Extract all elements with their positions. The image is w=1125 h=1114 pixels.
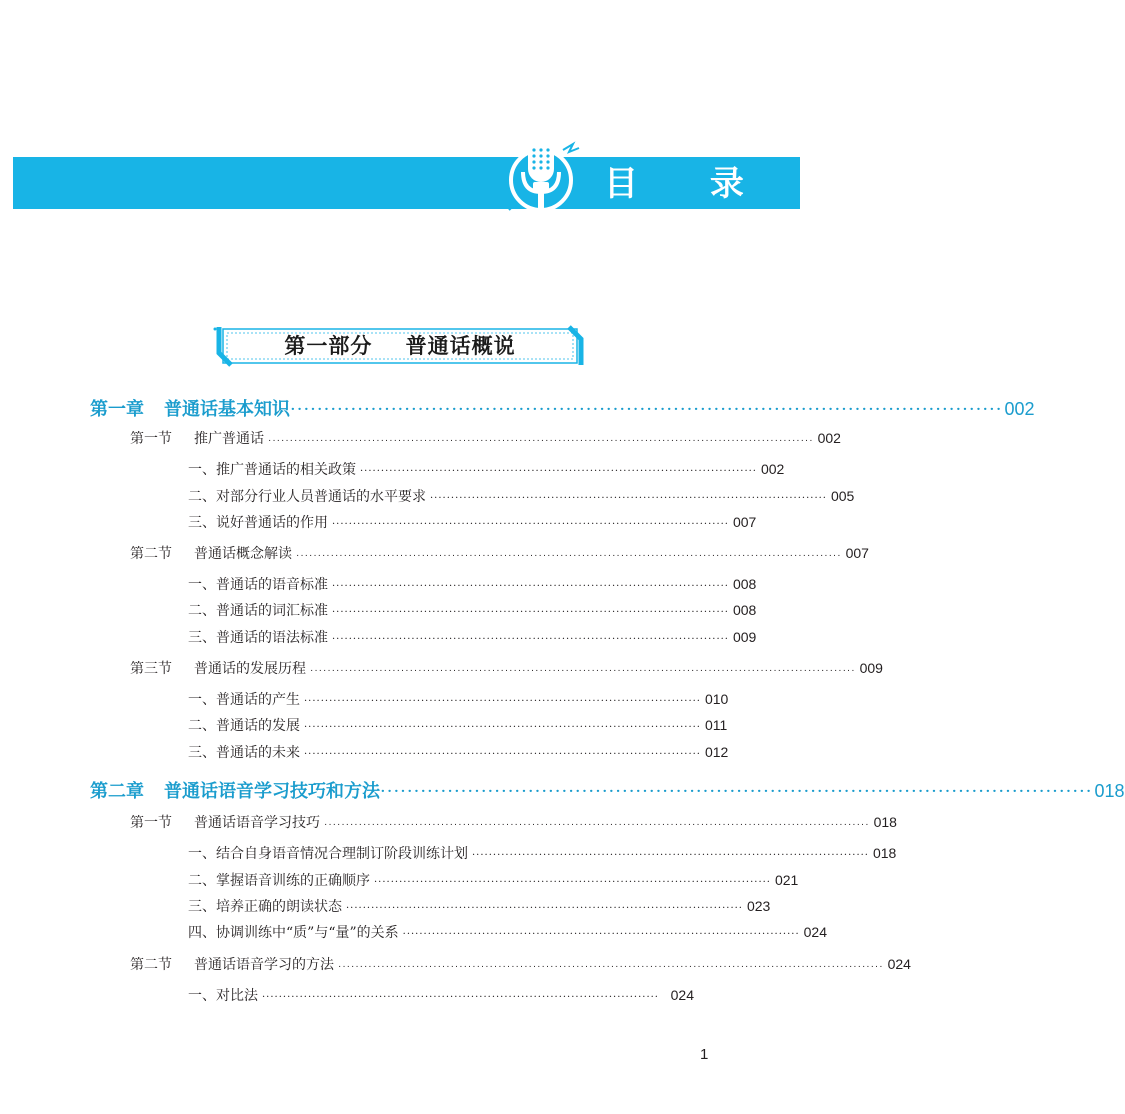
- toc-item[interactable]: [188, 896, 771, 916]
- chapter-number: 第一章: [90, 399, 144, 420]
- page-ref: 002: [760, 461, 785, 477]
- dot-leader: ······························································································································: [296, 550, 842, 561]
- item-title: 二、普通话的发展: [188, 718, 300, 734]
- toc-chapter-2[interactable]: [90, 777, 1125, 803]
- item-title: 二、普通话的词汇标准: [188, 603, 328, 619]
- toc-item[interactable]: [188, 922, 827, 942]
- toc-item[interactable]: [188, 459, 785, 479]
- toc-item[interactable]: [188, 870, 799, 890]
- page-ref: 008: [732, 602, 757, 618]
- toc-item[interactable]: [188, 689, 729, 709]
- section-title: 普通话语音学习的方法: [194, 956, 334, 972]
- page-ref: 018: [1094, 781, 1125, 801]
- page-ref: 010: [704, 691, 729, 707]
- item-title: 三、普通话的未来: [188, 745, 300, 761]
- dot-leader: ·······························································································: [332, 634, 729, 645]
- section-number: 第二节: [130, 545, 172, 561]
- dot-leader: ·······························································································: [374, 877, 771, 888]
- item-title: 一、对比法: [188, 988, 258, 1004]
- toc-item[interactable]: [188, 843, 897, 863]
- toc-item[interactable]: [188, 512, 757, 532]
- part-title: 第一部分 普通话概说: [284, 333, 516, 358]
- item-title: 一、推广普通话的相关政策: [188, 462, 356, 478]
- toc-chapter-1[interactable]: [90, 395, 1035, 421]
- page-ref: 007: [845, 545, 869, 561]
- dot-leader: ·······························································································: [262, 992, 659, 1003]
- dot-leader: ·······························································································: [304, 722, 701, 733]
- dot-leader: ·······························································································: [430, 493, 827, 504]
- toc-item[interactable]: [188, 627, 757, 647]
- toc-section[interactable]: [130, 428, 841, 448]
- section-number: 第一节: [130, 430, 172, 446]
- toc-section[interactable]: [130, 812, 897, 832]
- dot-leader: ·······························································································: [472, 850, 869, 861]
- dot-leader: ··········································································································: [380, 781, 1093, 802]
- page-ref: 005: [830, 488, 855, 504]
- dot-leader: ·······························································································: [402, 929, 800, 940]
- dot-leader: ·······························································································: [332, 607, 729, 618]
- dot-leader: ·······························································································: [332, 581, 729, 592]
- dot-leader: ······························································································································: [310, 665, 856, 676]
- chapter-number: 第二章: [90, 781, 144, 802]
- section-number: 第一节: [130, 814, 172, 830]
- page-ref: 002: [817, 430, 841, 446]
- page-ref: 024: [803, 924, 827, 940]
- page-ref: 002: [1004, 399, 1035, 419]
- chapter-title: 普通话基本知识: [164, 399, 290, 420]
- item-title: 二、对部分行业人员普通话的水平要求: [188, 489, 426, 505]
- page-ref: 024: [887, 956, 911, 972]
- section-title: 推广普通话: [194, 430, 264, 446]
- page-ref: 012: [704, 744, 729, 760]
- part-heading: [209, 323, 591, 369]
- page-title: 目 录: [604, 164, 774, 204]
- section-title: 普通话语音学习技巧: [194, 814, 320, 830]
- page-ref: 021: [774, 872, 799, 888]
- page-ref: 011: [704, 717, 728, 733]
- toc-item[interactable]: [188, 985, 694, 1005]
- toc-item[interactable]: [188, 742, 729, 762]
- page-ref: 024: [670, 987, 694, 1003]
- toc-item[interactable]: [188, 486, 855, 506]
- section-title: 普通话的发展历程: [194, 660, 306, 676]
- page-ref: 018: [873, 814, 897, 830]
- microphone-icon: [503, 132, 587, 226]
- dot-leader: ·······························································································: [360, 466, 757, 477]
- page-ref: 018: [872, 845, 897, 861]
- page-number: 1: [700, 1046, 709, 1063]
- page-ref: 007: [732, 514, 757, 530]
- item-title: 一、普通话的语音标准: [188, 577, 328, 593]
- section-number: 第三节: [130, 660, 172, 676]
- page-ref: 009: [859, 660, 883, 676]
- item-title: 一、结合自身语音情况合理制订阶段训练计划: [188, 846, 468, 862]
- toc-section[interactable]: [130, 658, 883, 678]
- item-title: 三、普通话的语法标准: [188, 630, 328, 646]
- page-ref: 023: [746, 898, 771, 914]
- item-title: 三、培养正确的朗读状态: [188, 899, 342, 915]
- dot-leader: ·······························································································: [346, 903, 743, 914]
- page-ref: 009: [732, 629, 757, 645]
- dot-leader: ·······························································································: [332, 519, 729, 530]
- dot-leader: ··········································································································: [290, 399, 1003, 420]
- dot-leader: ·······························································································: [304, 696, 701, 707]
- section-title: 普通话概念解读: [194, 545, 292, 561]
- dot-leader: ·······························································································: [304, 749, 701, 760]
- item-title: 二、掌握语音训练的正确顺序: [188, 873, 370, 889]
- dot-leader: ······························································································································: [338, 961, 884, 972]
- item-title: 四、协调训练中“质”与“量”的关系: [188, 925, 399, 941]
- toc-section[interactable]: [130, 543, 869, 563]
- toc-section[interactable]: [130, 954, 911, 974]
- page-ref: 008: [732, 576, 757, 592]
- toc-item[interactable]: [188, 715, 728, 735]
- dot-leader: ······························································································································: [324, 819, 870, 830]
- item-title: 三、说好普通话的作用: [188, 515, 328, 531]
- section-number: 第二节: [130, 956, 172, 972]
- toc-item[interactable]: [188, 574, 757, 594]
- item-title: 一、普通话的产生: [188, 692, 300, 708]
- dot-leader: ······························································································································: [268, 435, 814, 446]
- toc-item[interactable]: [188, 600, 757, 620]
- chapter-title: 普通话语音学习技巧和方法: [164, 781, 380, 802]
